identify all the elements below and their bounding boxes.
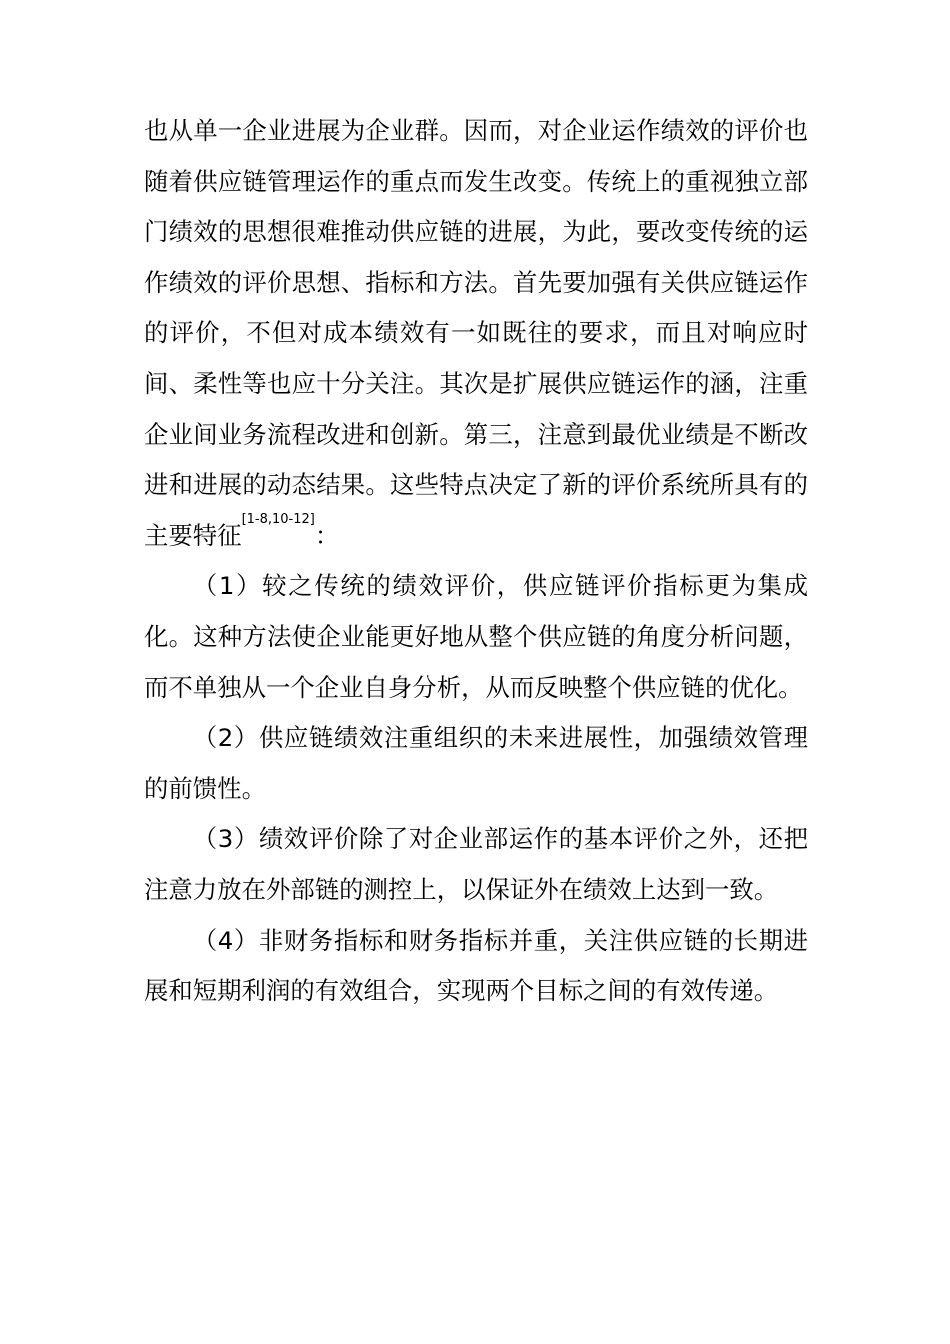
list-item-2: （2）供应链绩效注重组织的未来进展性，加强绩效管理的前馈性。 [144,723,808,803]
paragraph-intro-text: 也从单一企业进展为企业群。因而，对企业运作绩效的评价也随着供应链管理运作的重点而发生改变。传统上的重视独立部门绩效的思想很难推动供应链的进展，为此，要改变传统的运作绩效的评价思想、指标和方法。首先要加强有关供应链运作的评价，不但对成本绩效有一如既往的要求，而且对响应时间、柔性等也应十分关注。其次是扩展供应链运作的涵，注重企业间业务流程改进和创新。第三，注意到最优业绩是不断改进和进展的动态结果。这些特点决定了新的评价系统所具有的主要特征 [144,116,808,550]
paragraph-intro-tail: ： [314,520,340,550]
paragraph-intro [144,106,808,561]
citation-superscript: [1-8,10-12] [241,511,315,527]
body-text [144,106,808,1017]
list-item-3: （3）绩效评价除了对企业部运作的基本评价之外，还把注意力放在外部链的测控上，以保证外在绩效上达到一致。 [144,824,808,904]
list-item-1: （1）较之传统的绩效评价，供应链评价指标更为集成化。这种方法使企业能更好地从整个供应链的角度分析问题，而不单独从一个企业自身分析，从而反映整个供应链的优化。 [144,571,808,702]
list-item-4: （4）非财务指标和财务指标并重，关注供应链的长期进展和短期利润的有效组合，实现两个目标之间的有效传递。 [144,925,808,1006]
